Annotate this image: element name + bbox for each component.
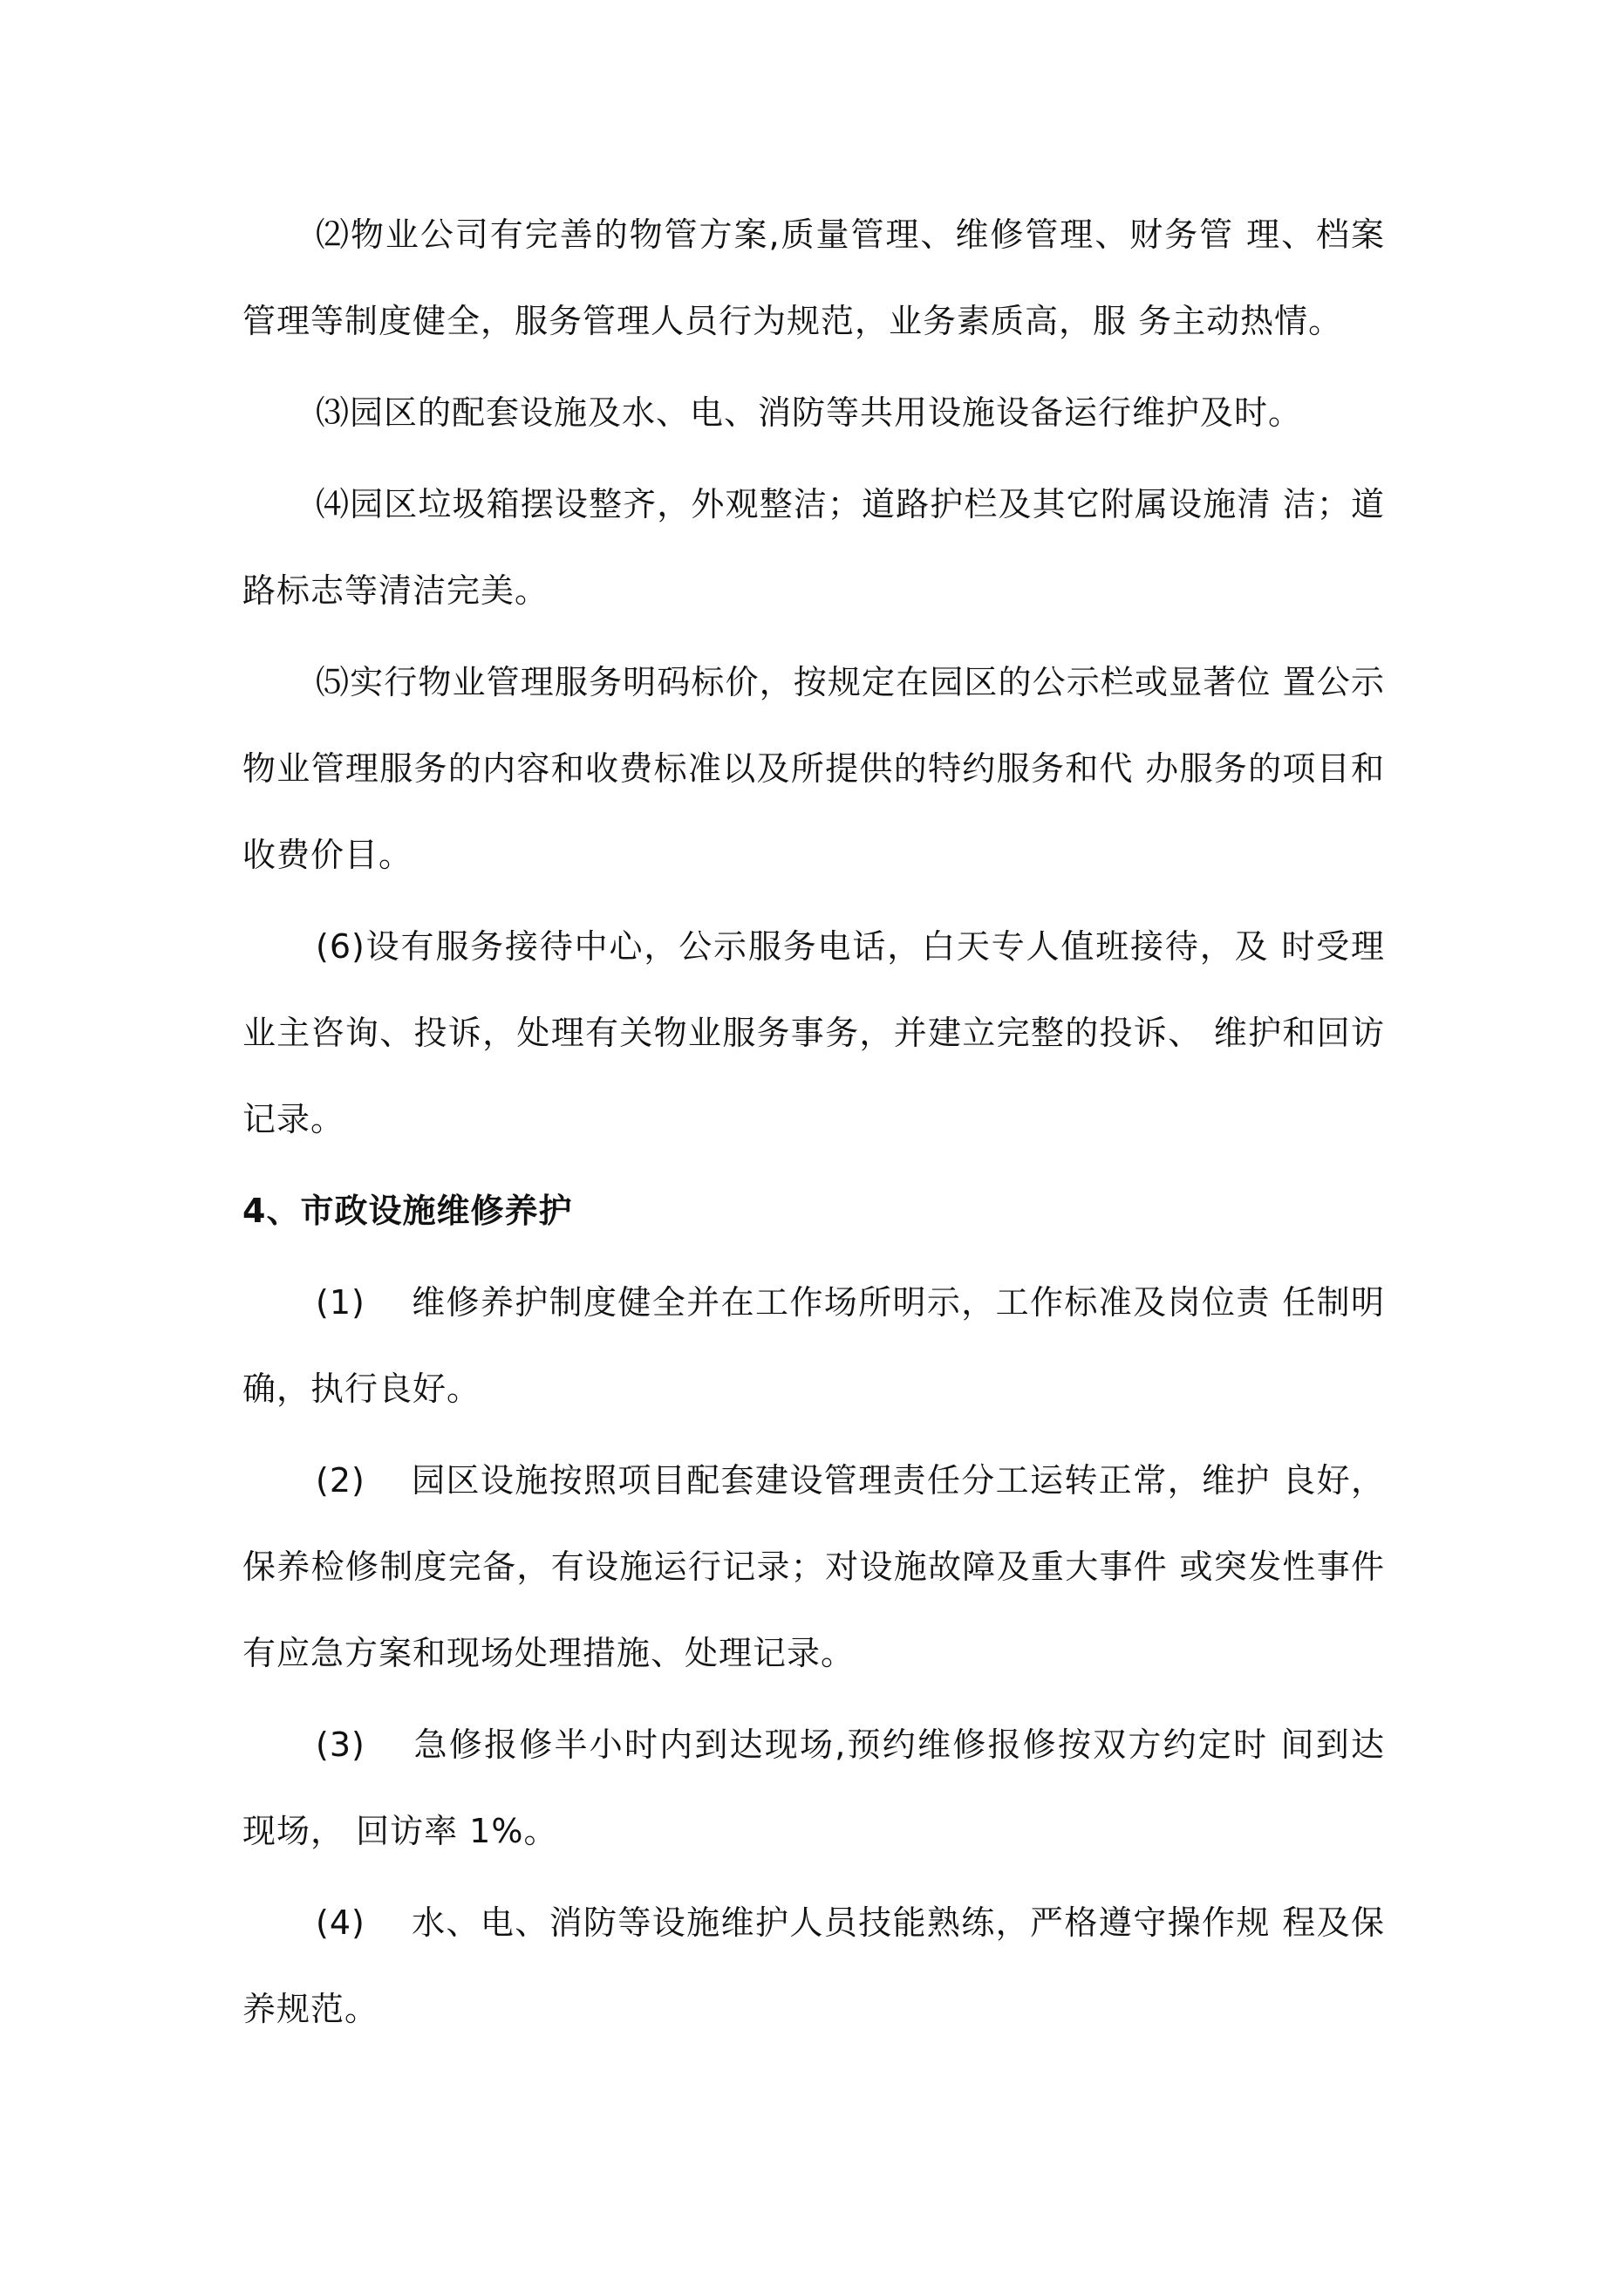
maintenance-item-3: (3) 急修报修半小时内到达现场,预约维修报修按双方约定时 间到达现场， 回访率 1%。 xyxy=(242,1725,1385,1850)
paragraph-item-3: ⑶园区的配套设施及水、电、消防等共用设施设备运行维护及时。 xyxy=(316,393,1303,432)
paragraph-item-2: ⑵物业公司有完善的物管方案,质量管理、维修管理、财务管 理、档案管理等制度健全，服务管理人员行为规范，业务素质高，服 务主动热情。 xyxy=(242,215,1385,340)
maintenance-item-1: (1) 维修养护制度健全并在工作场所明示，工作标准及岗位责 任制明确，执行良好。 xyxy=(242,1283,1385,1408)
section-heading: 4、市政设施维修养护 xyxy=(242,1192,573,1230)
paragraph-item-4: ⑷园区垃圾箱摆设整齐，外观整洁；道路护栏及其它附属设施清 洁；道路标志等清洁完美。 xyxy=(242,485,1385,610)
maintenance-item-2: (2) 园区设施按照项目配套建设管理责任分工运转正常，维护 良好，保养检修制度完备，有设施运行记录；对设施故障及重大事件 或突发性事件有应急方案和现场处理措施、处理记录。 xyxy=(242,1461,1385,1672)
document-body xyxy=(242,192,1385,2058)
paragraph-item-5: ⑸实行物业管理服务明码标价，按规定在园区的公示栏或显著位 置公示物业管理服务的内容和收费标准以及所提供的特约服务和代 办服务的项目和收费价目。 xyxy=(242,663,1385,874)
paragraph-item-6: (6)设有服务接待中心，公示服务电话，白天专人值班接待，及 时受理业主咨询、投诉，处理有关物业服务事务，并建立完整的投诉、 维护和回访记录。 xyxy=(242,927,1385,1138)
maintenance-item-4: (4) 水、电、消防等设施维护人员技能熟练，严格遵守操作规 程及保养规范。 xyxy=(242,1903,1385,2028)
